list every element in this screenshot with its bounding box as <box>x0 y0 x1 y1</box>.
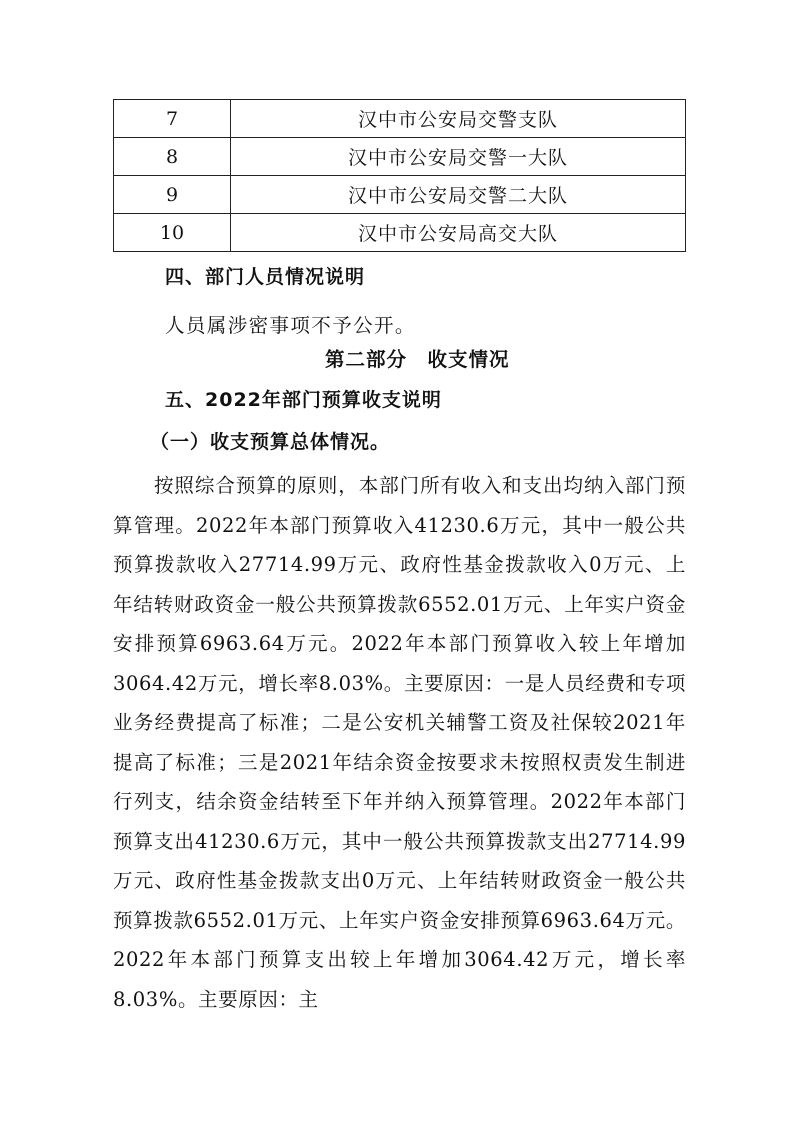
row-number: 10 <box>114 214 231 252</box>
section-5-heading: 五、2022年部门预算收支说明 <box>165 389 442 411</box>
budget-paragraph: 按照综合预算的原则，本部门所有收入和支出均纳入部门预算管理。2022年本部门预算收入41230.6万元，其中一般公共预算拨款收入27714.99万元、政府性基金拨款收入0万元、上年结转财政资金一般公共预算拨款6552.01万元、上年实户资金安排预算6963.64万元。2022年本部门预算收入较上年增加3064.42万元，增长率8.03%。主要原因：一是人员经费和专项业务经费提高了标准；二是公安机关辅警工资及社保较2021年提高了标准；三是2021年结余资金按要求未按照权责发生制进行列支，结余资金结转至下年并纳入预算管理。2022年本部门预算支出41230.6万元，其中一般公共预算拨款支出27714.99万元、政府性基金拨款支出0万元、上年结转财政资金一般公共预算拨款6552.01万元、上年实户资金安排预算6963.64万元。2022年本部门预算支出较上年增加3064.42万元，增长率8.03%。主要原因：主 <box>113 474 686 1011</box>
unit-name: 汉中市公安局交警二大队 <box>231 176 686 214</box>
unit-name: 汉中市公安局交警一大队 <box>231 138 686 176</box>
section-5-subheading: （一）收支预算总体情况。 <box>150 431 391 453</box>
table-row <box>114 176 686 214</box>
unit-name: 汉中市公安局高交大队 <box>231 214 686 252</box>
table-row <box>114 214 686 252</box>
table-row <box>114 100 686 138</box>
section-4-heading: 四、部门人员情况说明 <box>165 266 366 288</box>
part-2-title: 第二部分 收支情况 <box>325 348 510 371</box>
section-4-text: 人员属涉密事项不予公开。 <box>165 314 416 337</box>
row-number: 7 <box>114 100 231 138</box>
units-table <box>113 99 686 252</box>
row-number: 9 <box>114 176 231 214</box>
unit-name: 汉中市公安局交警支队 <box>231 100 686 138</box>
table-row <box>114 138 686 176</box>
row-number: 8 <box>114 138 231 176</box>
